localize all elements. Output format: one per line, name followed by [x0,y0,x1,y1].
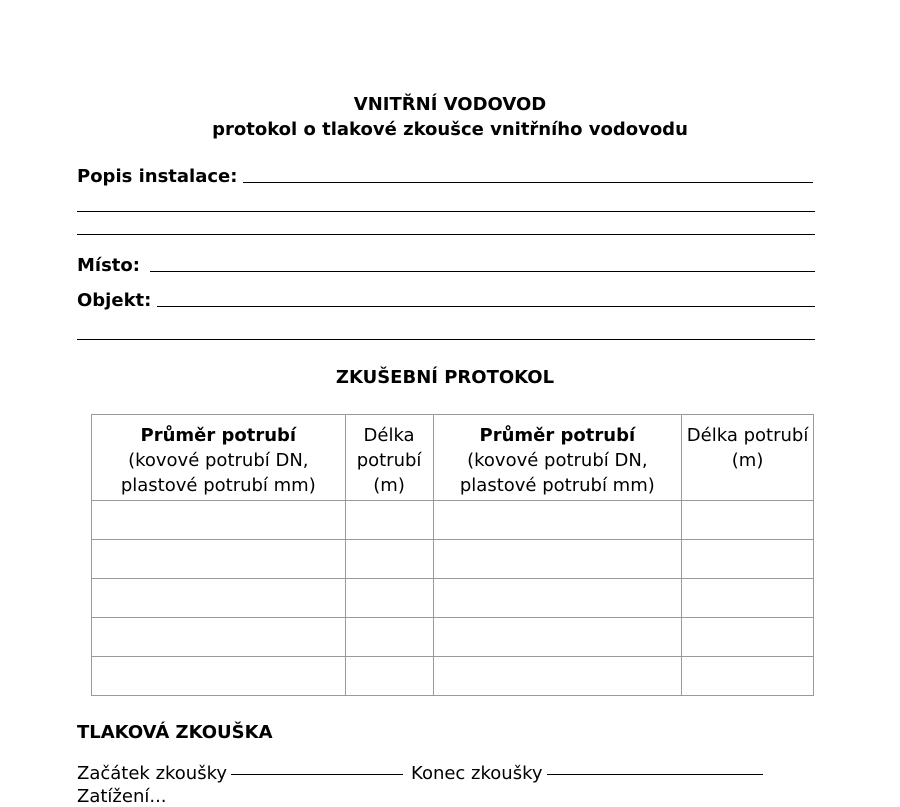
object-row [77,290,815,311]
column-header-length-2 [682,415,814,501]
pressure-test-heading: TLAKOVÁ ZKOUŠKA [77,722,273,743]
start-field[interactable] [231,773,403,775]
end-field[interactable] [547,773,763,775]
table-cell[interactable] [92,618,346,657]
table-cell[interactable] [92,579,346,618]
table-cell[interactable] [345,618,433,657]
document-subtitle: protokol o tlakové zkoušce vnitřního vodovodu [212,119,688,140]
table-cell[interactable] [433,540,682,579]
protocol-heading: ZKUŠEBNÍ PROTOKOL [335,367,555,388]
column-header-length-1 [345,415,433,501]
place-label: Místo: [77,255,140,276]
table-cell[interactable] [345,657,433,696]
table-row [92,579,814,618]
start-label: Začátek zkoušky [77,763,228,784]
installation-field[interactable] [243,181,813,183]
table-row [92,657,814,696]
table-cell[interactable] [433,618,682,657]
column-header-diameter-1 [92,415,346,501]
installation-label: Popis instalace: [77,166,238,187]
table-cell[interactable] [682,657,814,696]
column-header-text: (kovové potrubí DN, plastové potrubí mm) [120,450,316,496]
object-label: Objekt: [77,290,152,311]
column-header-diameter-2 [433,415,682,501]
table-cell[interactable] [92,501,346,540]
object-field[interactable] [157,305,815,307]
table-cell[interactable] [682,618,814,657]
table-cell[interactable] [92,540,346,579]
table-row [92,618,814,657]
table-cell[interactable] [433,657,682,696]
place-row [77,255,815,276]
table-cell[interactable] [682,540,814,579]
installation-line-3[interactable] [77,234,815,235]
column-header-bold: Průměr potrubí [479,425,636,446]
installation-line-2[interactable] [77,211,815,212]
column-header-text: (kovové potrubí DN, plastové potrubí mm) [459,450,655,496]
table-cell[interactable] [345,540,433,579]
installation-row [77,166,813,187]
column-header-bold: Průměr potrubí [140,425,297,446]
object-line-2[interactable] [77,339,815,340]
document-title: VNITŘNÍ VODOVOD [353,94,547,115]
table-cell[interactable] [92,657,346,696]
column-header-text: Délka potrubí (m) [356,425,422,496]
protocol-table [91,414,814,696]
column-header-text: Délka potrubí (m) [686,425,809,471]
table-cell[interactable] [682,579,814,618]
end-label: Konec zkoušky [411,763,543,784]
protocol-header-row [92,415,814,501]
next-line-label: Zatížení... [77,786,167,807]
table-cell[interactable] [433,501,682,540]
test-times-row [77,763,771,784]
table-cell[interactable] [345,501,433,540]
table-cell[interactable] [345,579,433,618]
table-row [92,540,814,579]
table-cell[interactable] [682,501,814,540]
table-row [92,501,814,540]
place-field[interactable] [150,270,815,272]
table-cell[interactable] [433,579,682,618]
